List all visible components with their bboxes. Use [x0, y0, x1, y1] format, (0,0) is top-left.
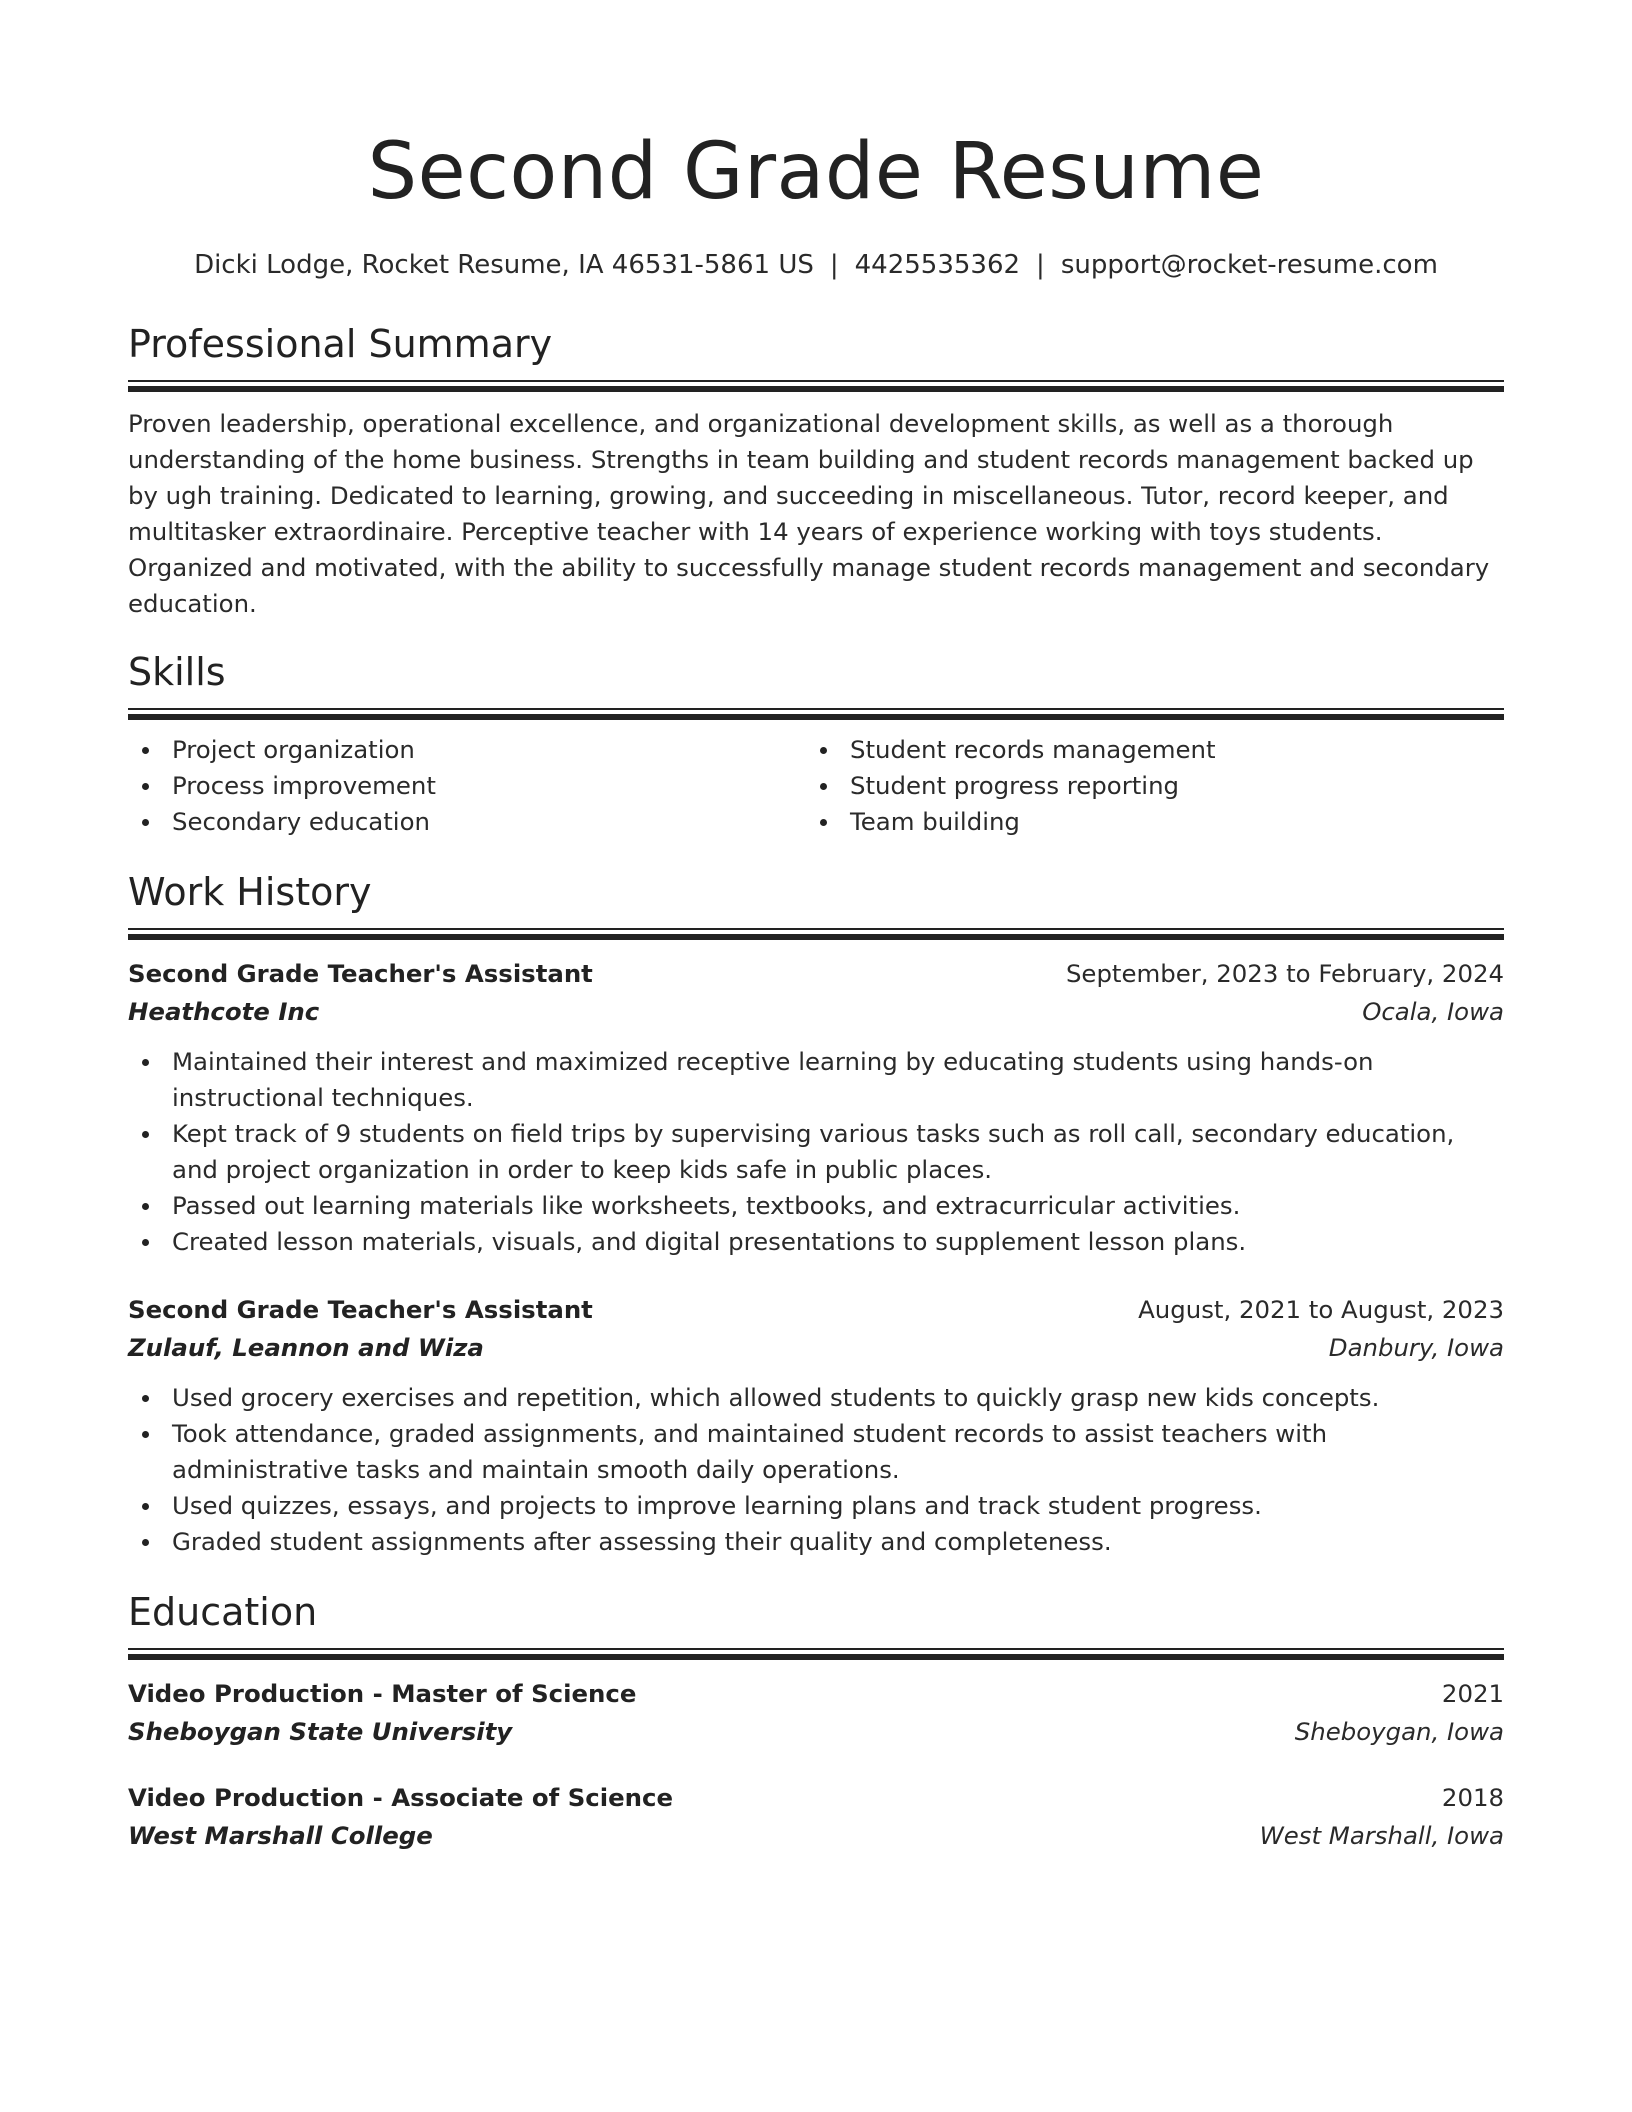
education-year: 2018	[1441, 1783, 1504, 1812]
skill-item: Process improvement	[128, 768, 806, 804]
job-subheader	[128, 1328, 1504, 1368]
section-divider	[128, 708, 1504, 720]
job-bullets	[128, 1044, 1504, 1260]
work-history-section	[128, 868, 1504, 1560]
summary-section	[128, 320, 1504, 622]
skills-column-left	[128, 732, 806, 840]
resume-name: Second Grade Resume	[367, 127, 1265, 217]
job-location: Danbury, Iowa	[1328, 1333, 1504, 1362]
job-bullet: Used grocery exercises and repetition, which allowed students to quickly grasp new kids concepts.	[128, 1380, 1504, 1416]
job-location: Ocala, Iowa	[1362, 997, 1504, 1026]
education-degree: Video Production - Associate of Science	[128, 1783, 674, 1812]
job-subheader	[128, 992, 1504, 1032]
education-school: West Marshall College	[128, 1821, 433, 1850]
contact-phone: 4425535362	[854, 250, 1021, 280]
skills-section	[128, 648, 1504, 840]
education-entry	[128, 1780, 1504, 1856]
education-year: 2021	[1441, 1679, 1504, 1708]
contact-address: Dicki Lodge, Rocket Resume, IA 46531-5861 US	[194, 250, 814, 280]
job-title: Second Grade Teacher's Assistant	[128, 1295, 593, 1324]
job-title: Second Grade Teacher's Assistant	[128, 959, 593, 988]
summary-heading: Professional Summary	[128, 322, 553, 366]
section-divider	[128, 1648, 1504, 1660]
skill-item: Team building	[806, 804, 1484, 840]
education-header	[128, 1676, 1504, 1712]
section-divider	[128, 380, 1504, 392]
education-location: Sheboygan, Iowa	[1294, 1717, 1504, 1746]
job-header	[128, 1292, 1504, 1328]
job-entry	[128, 956, 1504, 1260]
job-dates: September, 2023 to February, 2024	[1065, 959, 1504, 988]
contact-separator: |	[1036, 250, 1045, 280]
skills-heading: Skills	[128, 650, 226, 694]
job-bullet: Took attendance, graded assignments, and maintained student records to assist teachers with administrative tasks and maintain smooth daily operations.	[128, 1416, 1504, 1488]
job-company: Zulauf, Leannon and Wiza	[128, 1333, 484, 1362]
job-company: Heathcote Inc	[128, 997, 320, 1026]
skills-column-right	[806, 732, 1484, 840]
education-school: Sheboygan State University	[128, 1717, 513, 1746]
education-degree: Video Production - Master of Science	[128, 1679, 637, 1708]
job-bullet: Used quizzes, essays, and projects to improve learning plans and track student progress.	[128, 1488, 1504, 1524]
education-subheader	[128, 1712, 1504, 1752]
summary-text: Proven leadership, operational excellence, and organizational development skills, as well as a thorough understanding of the home business. Strengths in team building and student records management backed up by ugh training. Dedicated to learning, growing, and succeeding in miscellaneous. Tutor, record keeper, and multitasker extraordinaire. Perceptive teacher with 14 years of experience working with toys students. Organized and motivated, with the ability to successfully manage student records management and secondary education.	[128, 409, 1490, 618]
skill-item: Secondary education	[128, 804, 806, 840]
contact-line	[128, 248, 1504, 282]
job-entry	[128, 1292, 1504, 1560]
education-heading: Education	[128, 1590, 318, 1634]
job-bullet: Maintained their interest and maximized receptive learning by educating students using hands-on instructional techniques.	[128, 1044, 1504, 1116]
skill-item: Student progress reporting	[806, 768, 1484, 804]
skill-item: Project organization	[128, 732, 806, 768]
job-bullet: Created lesson materials, visuals, and digital presentations to supplement lesson plans.	[128, 1224, 1504, 1260]
education-section	[128, 1588, 1504, 1856]
contact-separator: |	[829, 250, 839, 280]
job-dates: August, 2021 to August, 2023	[1138, 1295, 1504, 1324]
work-history-heading: Work History	[128, 870, 372, 914]
education-subheader	[128, 1816, 1504, 1856]
section-divider	[128, 928, 1504, 940]
job-header	[128, 956, 1504, 992]
job-bullet: Kept track of 9 students on field trips by supervising various tasks such as roll call, secondary education, and project organization in order to keep kids safe in public places.	[128, 1116, 1504, 1188]
education-entry	[128, 1676, 1504, 1752]
contact-email: support@rocket-resume.com	[1060, 250, 1438, 280]
job-bullet: Passed out learning materials like worksheets, textbooks, and extracurricular activities.	[128, 1188, 1504, 1224]
skills-grid	[128, 732, 1504, 840]
education-header	[128, 1780, 1504, 1816]
job-bullet: Graded student assignments after assessing their quality and completeness.	[128, 1524, 1504, 1560]
job-bullets	[128, 1380, 1504, 1560]
skill-item: Student records management	[806, 732, 1484, 768]
education-location: West Marshall, Iowa	[1259, 1821, 1504, 1850]
